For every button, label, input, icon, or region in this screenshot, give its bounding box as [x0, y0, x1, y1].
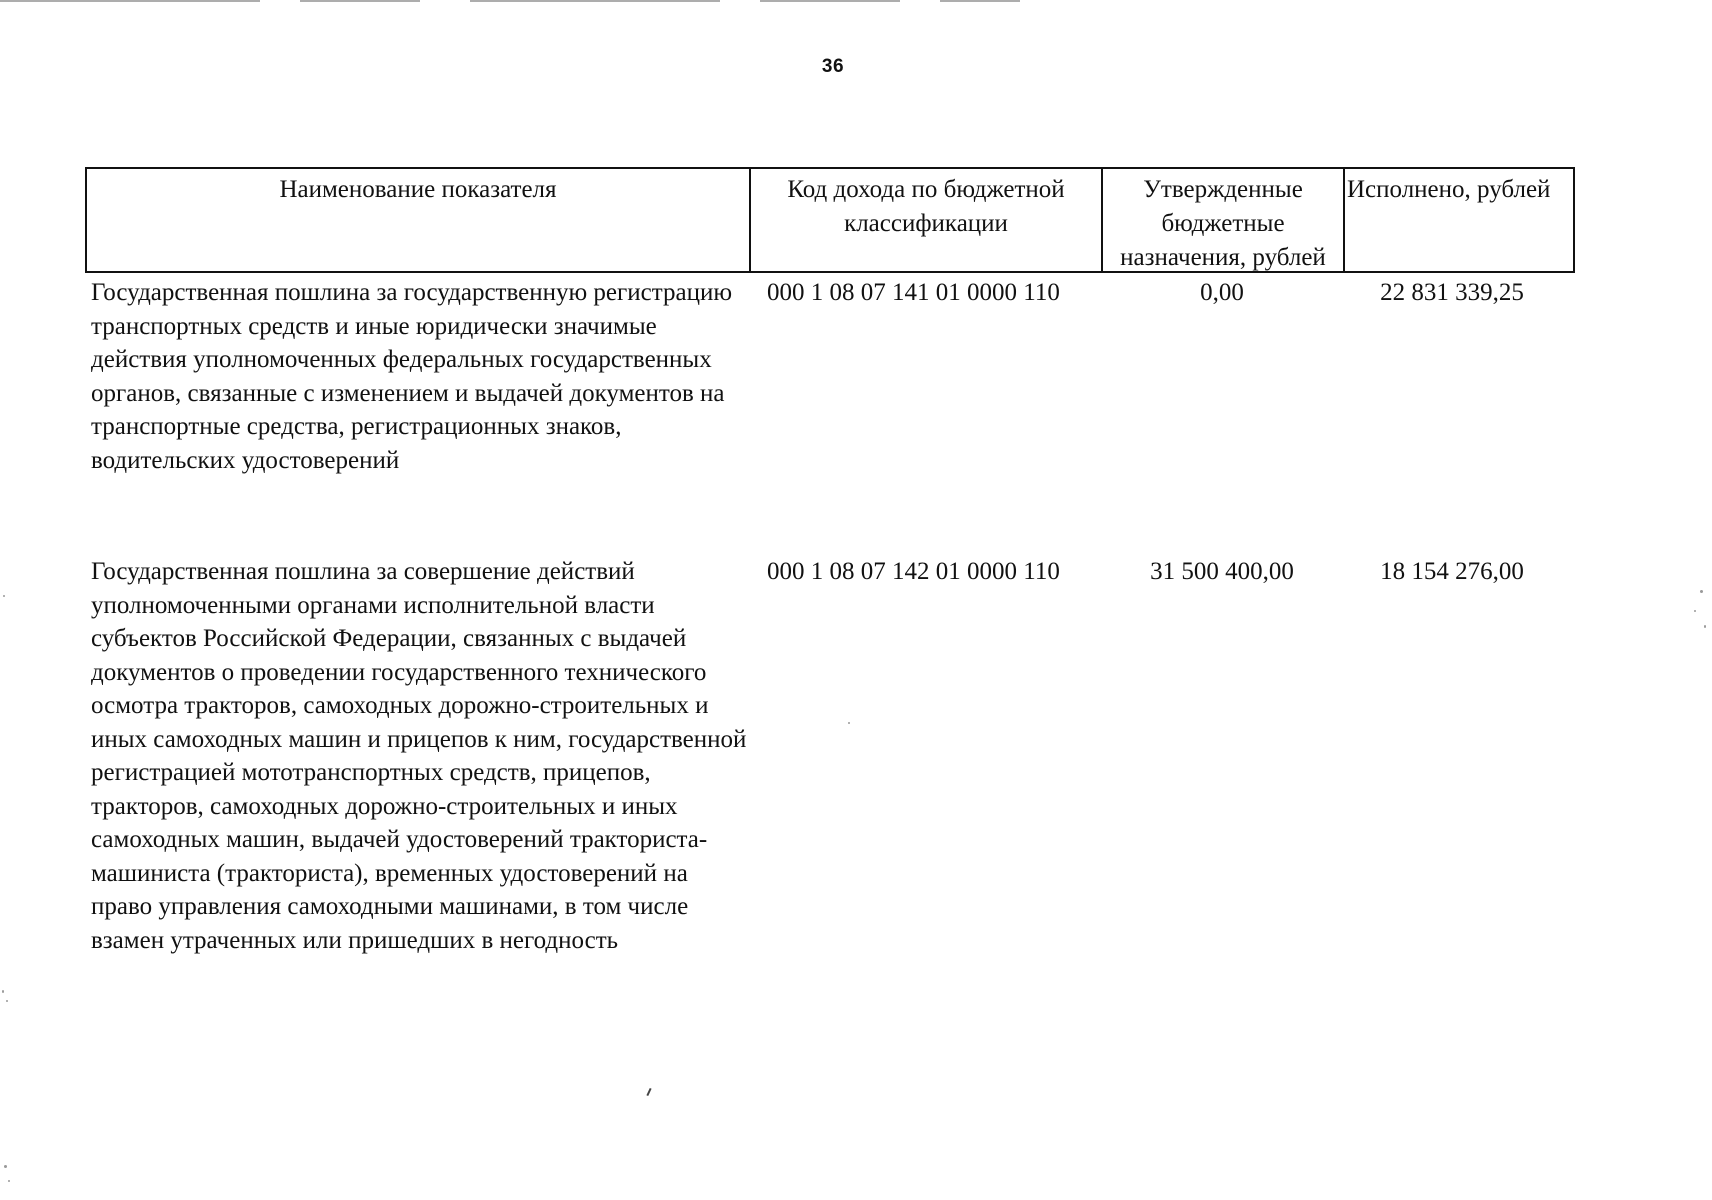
table-row [85, 276, 1575, 477]
table-header [85, 167, 1575, 273]
header-plan-column: Утвержденные бюджетные назначения, рублей [1103, 169, 1345, 271]
scan-edge-line [0, 0, 260, 2]
scan-speck [1704, 625, 1706, 628]
scan-speck [1694, 610, 1696, 612]
scan-speck [2, 990, 4, 993]
row-executed-amount: 18 154 276,00 [1380, 558, 1524, 585]
scan-mark [646, 1088, 651, 1096]
scan-edge-line [470, 0, 720, 2]
scan-speck [4, 1165, 7, 1168]
scan-edge-line [940, 0, 1020, 2]
row-indicator-name: Государственная пошлина за государственную регистрацию транспортных средств и иные юридически значимые действия уполномоченных федеральных государственных органов, связанные с изменением и выдачей документов на транспортные средства, регистрационных знаков, водительских удостоверений [91, 279, 733, 474]
scan-speck [3, 595, 5, 597]
scan-speck [6, 1000, 8, 1002]
row-approved-amount: 31 500 400,00 [1150, 558, 1294, 585]
scan-edge-line [300, 0, 420, 2]
scan-speck [848, 722, 850, 724]
row-income-code: 000 1 08 07 141 01 0000 110 [767, 279, 1060, 306]
header-executed-column: Исполнено, рублей [1347, 176, 1551, 203]
header-name-column: Наименование показателя [87, 169, 751, 271]
row-indicator-name: Государственная пошлина за совершение действий уполномоченными органами исполнительной власти субъектов Российской Федерации, связанных с выдачей документов о проведении государственного технического осмотра тракторов, самоходных дорожно-строительных и иных самоходных машин и прицепов к ним, государственной регистрацией мототранспортных средств, прицепов, тракторов, самоходных дорожно-строительных и иных самоходных машин, выдачей удостоверений тракториста-машиниста (тракториста), временных удостоверений на право управления самоходными машинами, в том числе взамен утраченных или пришедших в негодность [91, 558, 747, 954]
scan-edge-line [760, 0, 900, 2]
row-income-code: 000 1 08 07 142 01 0000 110 [767, 558, 1060, 585]
header-code-column: Код дохода по бюджетной классификации [751, 169, 1103, 271]
scan-speck [8, 1180, 10, 1182]
scan-speck [1700, 590, 1703, 593]
table-row [85, 555, 1575, 957]
page-number: 36 [821, 56, 845, 77]
row-executed-amount: 22 831 339,25 [1380, 279, 1524, 306]
row-approved-amount: 0,00 [1200, 279, 1244, 306]
